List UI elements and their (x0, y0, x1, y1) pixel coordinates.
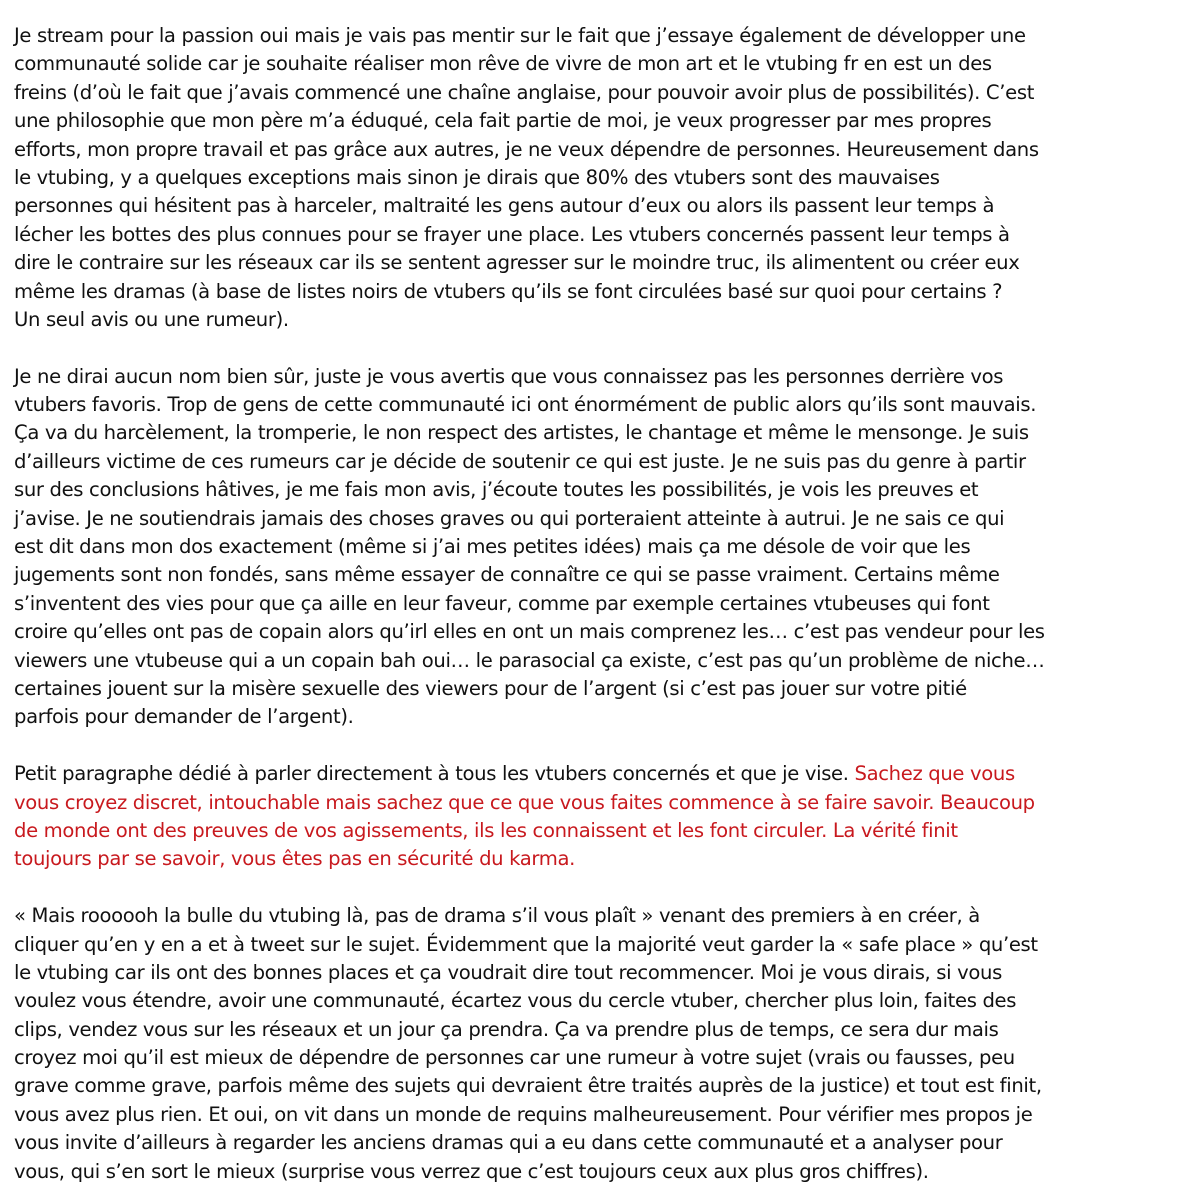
text-line: Ça va du harcèlement, la tromperie, le non respect des artistes, le chantage et même le mensonge. Je suis (14, 421, 1029, 445)
highlighted-text: vous croyez discret, intouchable mais sachez que ce que vous faites commence à se faire savoir. Beaucoup (14, 790, 1035, 814)
text-line: est dit dans mon dos exactement (même si j’ai mes petites idées) mais ça me désole de voir que les (14, 535, 971, 559)
text-line: s’inventent des vies pour que ça aille en leur faveur, comme par exemple certaines vtubeuses qui font (14, 591, 990, 615)
text-line: d’ailleurs victime de ces rumeurs car je décide de soutenir ce qui est juste. Je ne suis pas du genre à partir (14, 449, 1026, 473)
text-line: le vtubing, y a quelques exceptions mais sinon je dirais que 80% des vtubers sont des mauvaises (14, 165, 940, 189)
text-line: j’avise. Je ne soutiendrais jamais des choses graves ou qui porteraient atteinte à autrui. Je ne sais ce qui (14, 506, 1005, 530)
text-line: freins (d’où le fait que j’avais commencé une chaîne anglaise, pour pouvoir avoir plus de possibilités). C’est (14, 80, 1035, 104)
text-line: sur des conclusions hâtives, je me fais mon avis, j’écoute toutes les possibilités, je vois les preuves et (14, 478, 979, 502)
text-line: Je ne dirai aucun nom bien sûr, juste je vous avertis que vous connaissez pas les personnes derrière vos (14, 364, 1004, 388)
text-line: croire qu’elles ont pas de copain alors qu’irl elles en ont un mais comprenez les… c’est pas vendeur pour les (14, 620, 1045, 644)
text-line: communauté solide car je souhaite réaliser mon rêve de vivre de mon art et le vtubing fr en est un des (14, 52, 992, 76)
paragraph-4 (14, 902, 1176, 1186)
text-line: une philosophie que mon père m’a éduqué, cela fait partie de moi, je veux progresser par mes propres (14, 109, 992, 133)
text-line (14, 760, 1176, 788)
text-line: grave comme grave, parfois même des sujets qui devraient être traités auprès de la justice) et tout est finit, (14, 1074, 1042, 1098)
text-line: Je stream pour la passion oui mais je vais pas mentir sur le fait que j’essaye également de développer une (14, 24, 1026, 47)
text-line: personnes qui hésitent pas à harceler, maltraité les gens autour d’eux ou alors ils passent leur temps à (14, 194, 995, 218)
document-body (14, 22, 1176, 1186)
text-line: efforts, mon propre travail et pas grâce aux autres, je ne veux dépendre de personnes. Heureusement dans (14, 137, 1039, 161)
text-line: cliquer qu’en y en a et à tweet sur le sujet. Évidemment que la majorité veut garder la « safe place » qu’est (14, 932, 1038, 956)
text-line: croyez moi qu’il est mieux de dépendre de personnes car une rumeur à votre sujet (vrais ou fausses, peu (14, 1046, 1015, 1070)
text-line: lécher les bottes des plus connues pour se frayer une place. Les vtubers concernés passent leur temps à (14, 222, 1010, 246)
paragraph-3 (14, 760, 1176, 874)
text-line: parfois pour demander de l’argent). (14, 705, 354, 729)
text-line: même les dramas (à base de listes noirs de vtubers qu’ils se font circulées basé sur quoi pour certains ? (14, 279, 1003, 303)
plain-text: Petit paragraphe dédié à parler directement à tous les vtubers concernés et que je vise. (14, 762, 855, 786)
text-line: le vtubing car ils ont des bonnes places et ça voudrait dire tout recommencer. Moi je vous dirais, si vous (14, 960, 1002, 984)
highlighted-text: Sachez que vous (854, 762, 1015, 786)
text-line: dire le contraire sur les réseaux car ils se sentent agresser sur le moindre truc, ils alimentent ou créer eux (14, 251, 1020, 275)
highlighted-text: toujours par se savoir, vous êtes pas en sécurité du karma. (14, 847, 576, 871)
text-line: Un seul avis ou une rumeur). (14, 307, 289, 331)
text-line: certaines jouent sur la misère sexuelle des viewers pour de l’argent (si c’est pas jouer sur votre pitié (14, 676, 967, 700)
paragraph-2 (14, 363, 1176, 732)
paragraph-1 (14, 22, 1176, 334)
text-line: viewers une vtubeuse qui a un copain bah oui… le parasocial ça existe, c’est pas qu’un problème de niche… (14, 648, 1045, 672)
text-line: voulez vous étendre, avoir une communauté, écartez vous du cercle vtuber, chercher plus loin, faites des (14, 989, 1017, 1013)
text-line (14, 845, 1176, 873)
text-line: vous, qui s’en sort le mieux (surprise vous verrez que c’est toujours ceux aux plus gros chiffres). (14, 1159, 929, 1183)
highlighted-text: de monde ont des preuves de vos agissements, ils les connaissent et les font circuler. La vérité finit (14, 818, 958, 842)
text-line: clips, vendez vous sur les réseaux et un jour ça prendra. Ça va prendre plus de temps, ce sera dur mais (14, 1017, 999, 1041)
text-line (14, 789, 1176, 817)
text-line: vous avez plus rien. Et oui, on vit dans un monde de requins malheureusement. Pour vérifier mes propos je (14, 1102, 1033, 1126)
text-line (14, 817, 1176, 845)
text-line: « Mais roooooh la bulle du vtubing là, pas de drama s’il vous plaît » venant des premiers à en créer, à (14, 904, 980, 928)
text-line: vous invite d’ailleurs à regarder les anciens dramas qui a eu dans cette communauté et a analyser pour (14, 1131, 1003, 1155)
text-line: jugements sont non fondés, sans même essayer de connaître ce qui se passe vraiment. Certains même (14, 563, 1000, 587)
text-line: vtubers favoris. Trop de gens de cette communauté ici ont énormément de public alors qu’ils sont mauvais. (14, 393, 1037, 417)
